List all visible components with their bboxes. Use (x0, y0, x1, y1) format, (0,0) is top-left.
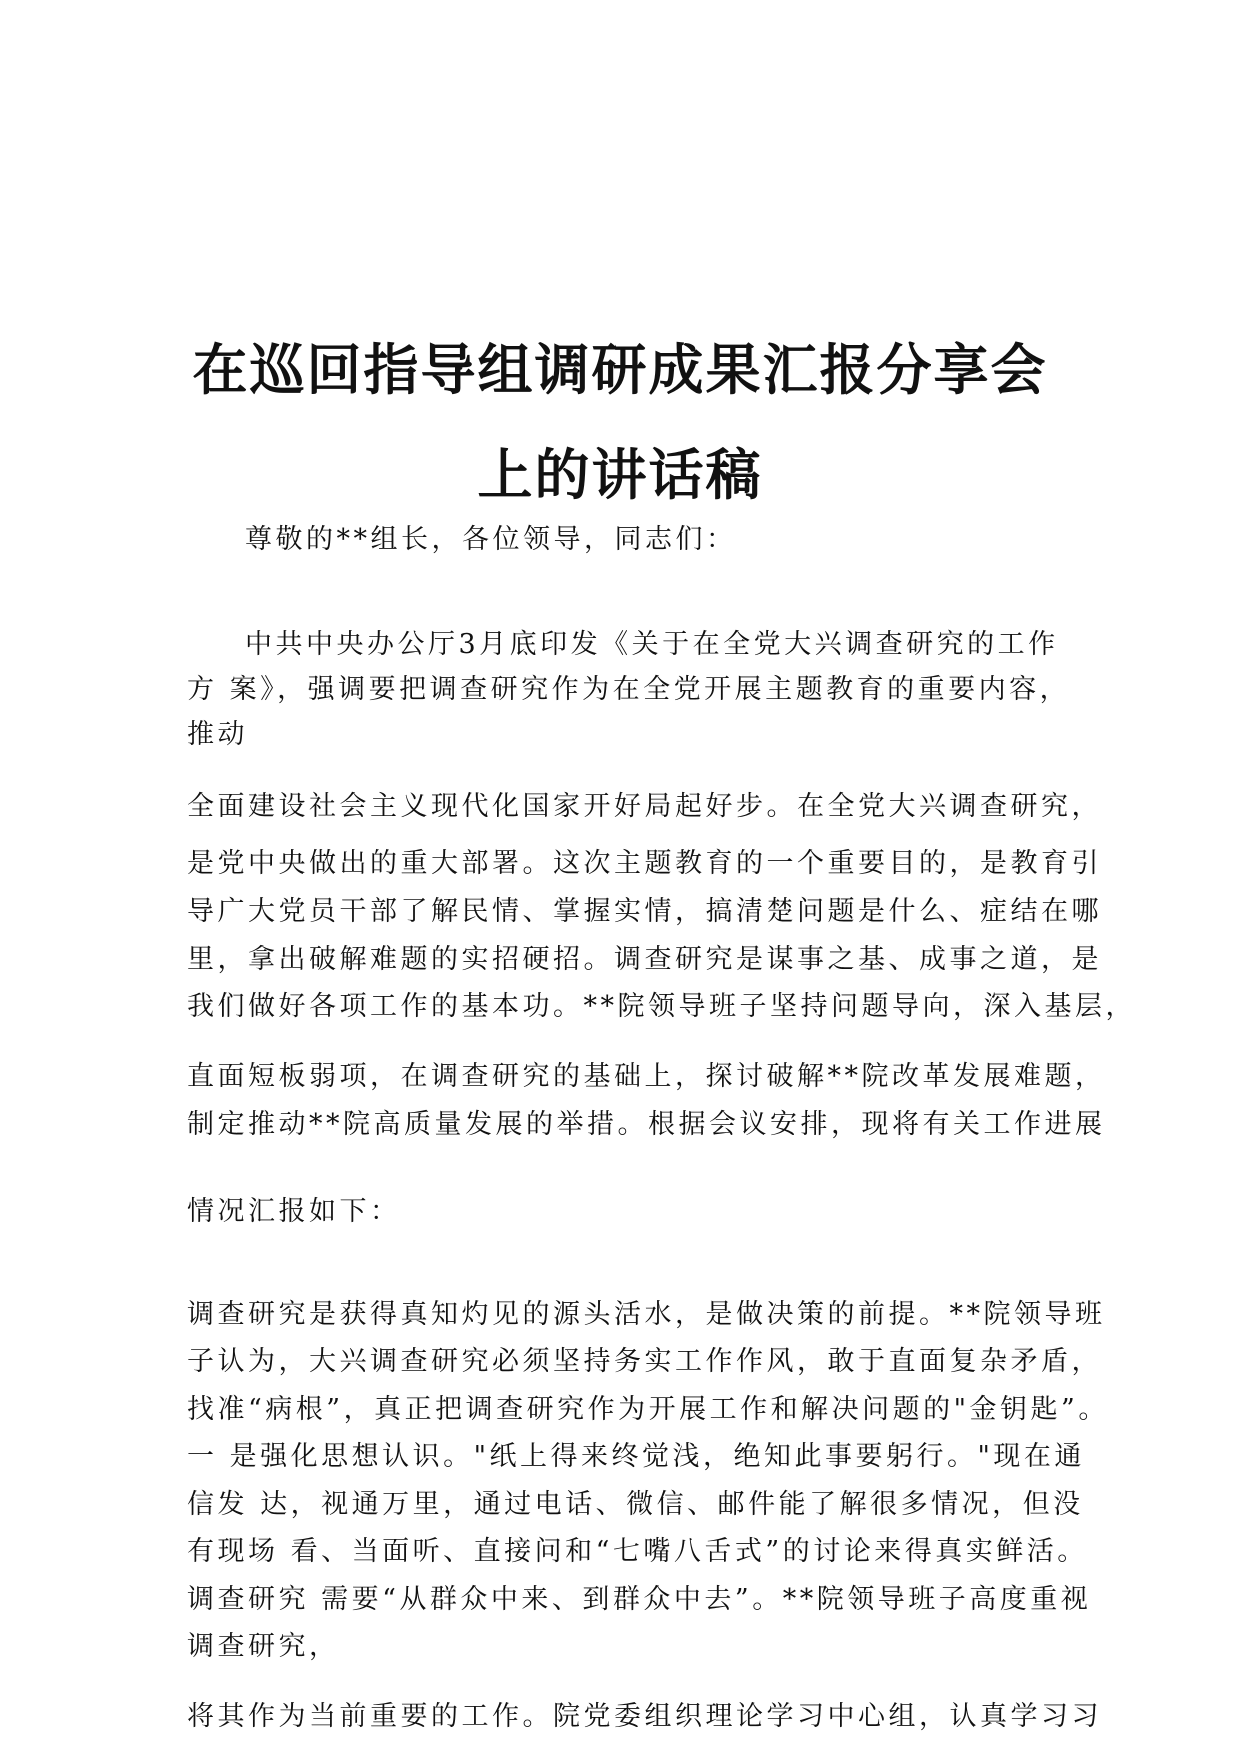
body-line: 我们做好各项工作的基本功。**院领导班子坚持问题导向，深入基层， (187, 991, 1136, 1022)
body-line: 调查研究是获得真知灼见的源头活水，是做决策的前提。**院领导班 (187, 1299, 1106, 1330)
body-line: 有现场 看、当面听、直接问和“七嘴八舌式”的讨论来得真实鲜活。 (187, 1536, 1088, 1567)
body-line: 情况汇报如下： (187, 1196, 401, 1227)
body-line: 找准“病根”，真正把调查研究作为开展工作和解决问题的"金钥匙”。 (187, 1394, 1109, 1425)
salutation: 尊敬的**组长，各位领导，同志们： (245, 524, 737, 555)
body-line: 导广大党员干部了解民情、掌握实情，搞清楚问题是什么、症结在哪 (187, 896, 1102, 927)
body-line: 子认为，大兴调查研究必须坚持务实工作作风，敢于直面复杂矛盾， (187, 1346, 1102, 1377)
document-title-line-2: 上的讲话稿 (477, 442, 763, 507)
document-title-line-1: 在巡回指导组调研成果汇报分享会 (192, 337, 1048, 402)
body-line: 直面短板弱项，在调查研究的基础上，探讨破解**院改革发展难题， (187, 1061, 1106, 1092)
body-line: 调查研究， (187, 1631, 340, 1662)
body-line: 中共中央办公厅3月底印发《关于在全党大兴调查研究的工作 (245, 629, 1059, 660)
body-line: 一 是强化思想认识。"纸上得来终觉浅，绝知此事要躬行。"现在通 (187, 1441, 1085, 1472)
body-line: 制定推动**院高质量发展的举措。根据会议安排，现将有关工作进展 (187, 1109, 1106, 1140)
body-line: 信发 达，视通万里，通过电话、微信、邮件能了解很多情况，但没 (187, 1489, 1084, 1520)
body-line: 方 案》，强调要把调查研究作为在全党开展主题教育的重要内容， (187, 674, 1071, 705)
body-line: 推动 (187, 719, 248, 750)
body-line: 是党中央做出的重大部署。这次主题教育的一个重要目的，是教育引 (187, 848, 1102, 879)
body-line: 里，拿出破解难题的实招硬招。调查研究是谋事之基、成事之道，是 (187, 944, 1102, 975)
body-line: 调查研究 需要“从群众中来、到群众中去”。**院领导班子高度重视 (187, 1584, 1092, 1615)
body-line: 将其作为当前重要的工作。院党委组织理论学习中心组，认真学习习 (187, 1701, 1102, 1732)
body-line: 全面建设社会主义现代化国家开好局起好步。在全党大兴调查研究， (187, 791, 1102, 822)
